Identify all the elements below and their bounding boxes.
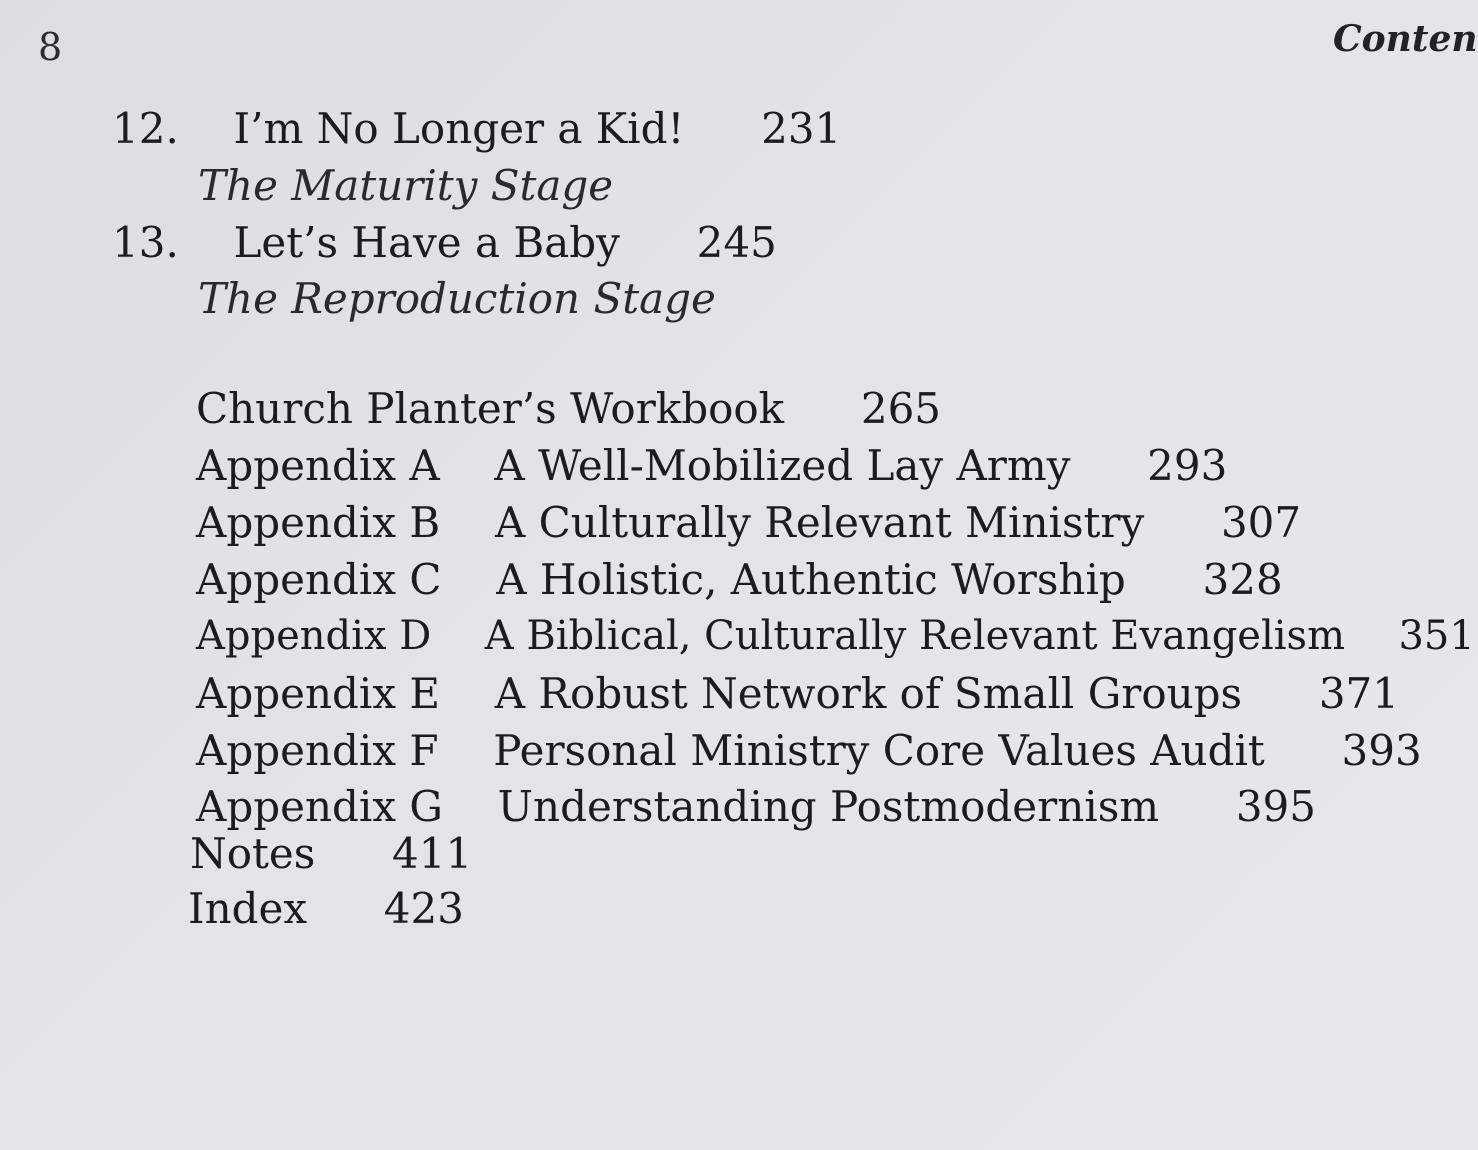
appendix-label: Appendix E: [196, 669, 441, 718]
entry-page: 307: [1220, 498, 1302, 547]
chapter-page: 245: [696, 218, 777, 267]
appendix-label: Appendix A: [196, 441, 440, 490]
entry-page: 423: [383, 884, 464, 933]
entry-page: 293: [1147, 441, 1228, 490]
chapter-title: Let’s Have a Baby: [233, 218, 620, 267]
entry-title: A Holistic, Authentic Worship: [496, 555, 1126, 604]
appendix-label: Appendix C: [196, 555, 442, 604]
chapter-number: 13.: [112, 218, 179, 267]
appendix-label: Appendix G: [196, 782, 443, 831]
entry-title: A Well-Mobilized Lay Army: [494, 441, 1071, 490]
chapter-number: 12.: [112, 104, 179, 153]
entry-page: 328: [1202, 555, 1283, 604]
entry-title: Church Planter’s Workbook: [196, 384, 785, 433]
toc-entry-appendix-g: [196, 782, 1316, 831]
bleed-through-text: [590, 860, 603, 906]
entry-title: A Biblical, Culturally Relevant Evangelism: [484, 613, 1346, 659]
entry-page: 371: [1318, 669, 1399, 718]
toc-entry-appendix-f: [196, 726, 1422, 775]
entry-page: 351: [1398, 613, 1475, 659]
entry-page: 265: [860, 384, 942, 433]
toc-entry-chapter-12: [112, 104, 842, 153]
toc-entry-appendix-d: [196, 613, 1475, 659]
entry-title: Understanding Postmodernism: [497, 782, 1160, 831]
toc-entry-appendix-b: [196, 498, 1302, 547]
entry-page: 411: [392, 829, 473, 878]
toc-entry-workbook: [196, 384, 942, 433]
appendix-label: Appendix B: [196, 498, 441, 547]
chapter-title: I’m No Longer a Kid!: [233, 104, 685, 153]
entry-page: 393: [1341, 726, 1422, 775]
entry-title: A Culturally Relevant Ministry: [494, 498, 1145, 547]
toc-entry-notes: [190, 829, 473, 878]
entry-title: Index: [188, 884, 308, 933]
toc-entry-appendix-e: [196, 669, 1399, 718]
appendix-label: Appendix F: [196, 726, 439, 775]
toc-entry-appendix-c: [196, 555, 1283, 604]
chapter-subtitle: The Maturity Stage: [198, 161, 614, 210]
entry-title: Notes: [190, 829, 316, 878]
toc-entry-chapter-13: [112, 218, 777, 267]
page-number: 8: [38, 25, 63, 69]
appendix-label: Appendix D: [196, 613, 432, 659]
entry-page: 395: [1235, 782, 1316, 831]
chapter-subtitle: The Reproduction Stage: [198, 274, 716, 323]
running-head: Conten: [1333, 18, 1478, 60]
entry-title: A Robust Network of Small Groups: [494, 669, 1243, 718]
toc-entry-index: [188, 884, 464, 933]
chapter-page: 231: [761, 104, 842, 153]
entry-title: Personal Ministry Core Values Audit: [493, 726, 1265, 775]
toc-entry-appendix-a: [196, 441, 1228, 490]
